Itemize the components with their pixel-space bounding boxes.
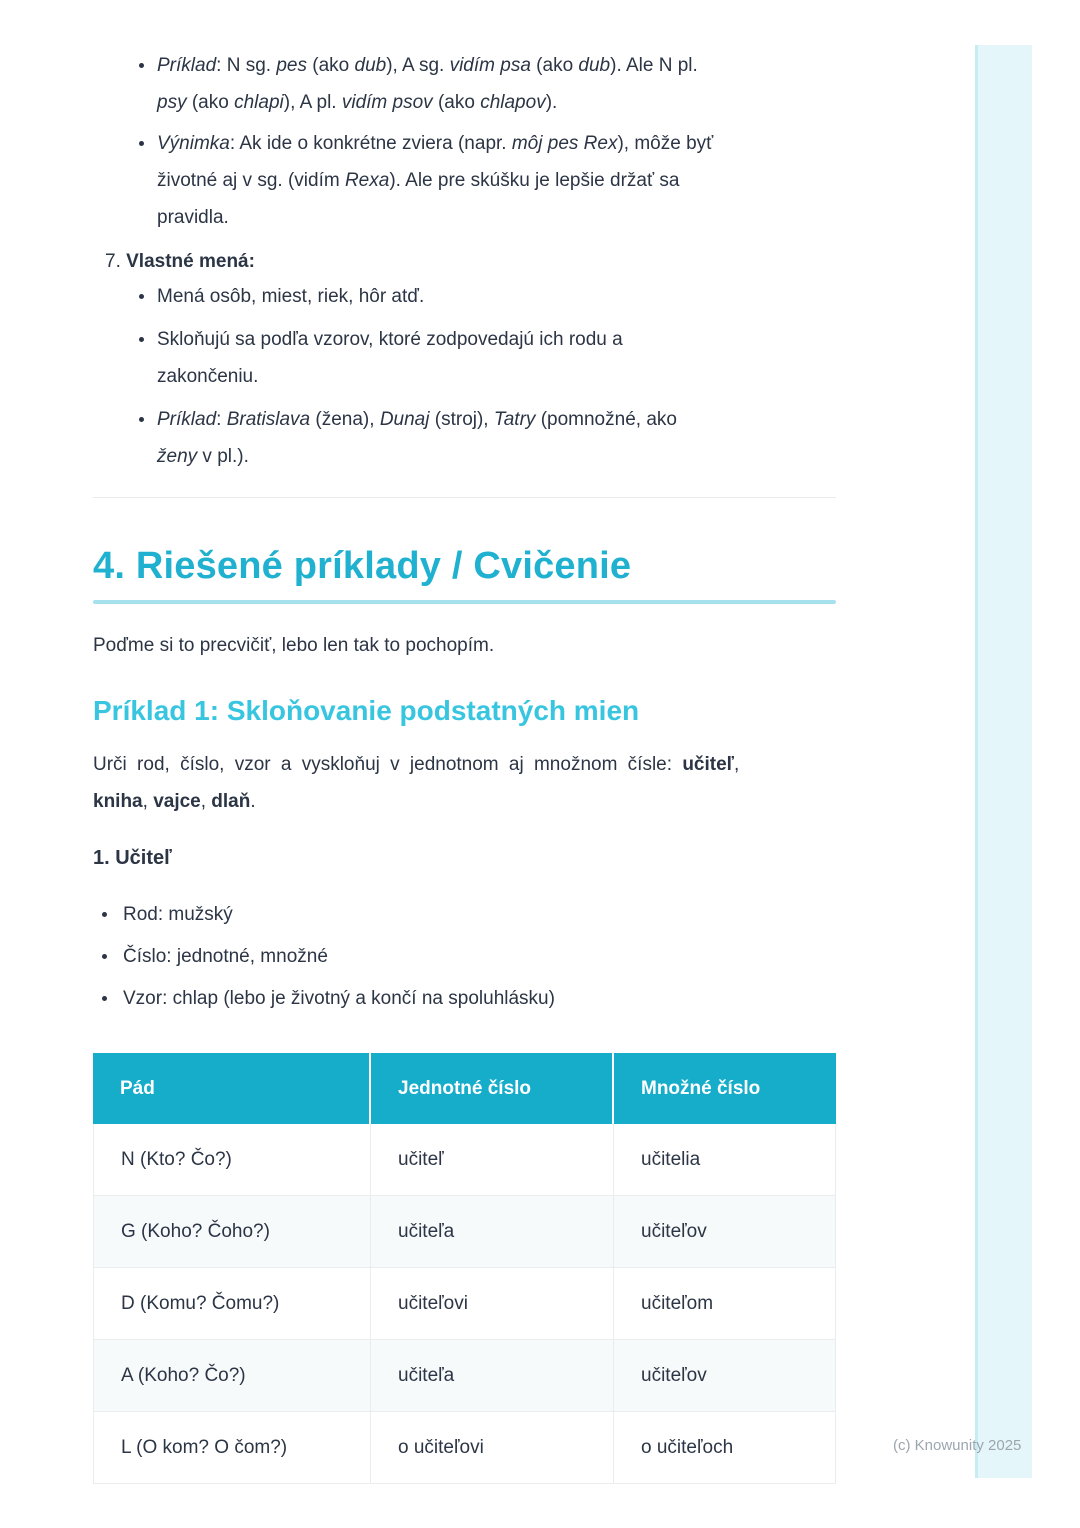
list-item xyxy=(93,401,836,475)
list-item xyxy=(93,47,836,121)
numbered-point-heading: 7. Vlastné mená: xyxy=(105,251,255,272)
column-header-case: Pád xyxy=(93,1053,371,1124)
cell-singular: učiteľovi xyxy=(371,1268,614,1340)
cell-case: D (Komu? Čomu?) xyxy=(93,1268,371,1340)
column-header-plural: Množné číslo xyxy=(614,1053,836,1124)
list-item-text: Príklad: N sg. pes (ako dub), A sg. vidím psa (ako dub). Ale N pl. psy (ako chlapi), A pl. vidím psov (ako chlapov). xyxy=(157,55,698,113)
page-accent-bar xyxy=(975,45,1032,1478)
cell-plural: učitelia xyxy=(614,1124,836,1196)
cell-case: L (O kom? O čom?) xyxy=(93,1412,371,1484)
column-header-singular: Jednotné číslo xyxy=(371,1053,614,1124)
list-item xyxy=(93,321,836,395)
cell-plural: o učiteľoch xyxy=(614,1412,836,1484)
table-row xyxy=(93,1340,836,1412)
task-text: Urči rod, číslo, vzor a vyskloňuj v jednotnom aj množnom čísle: učiteľ, kniha, vajce, dlaň. xyxy=(93,754,740,812)
word-heading: 1. Učiteľ xyxy=(93,847,172,869)
list-item xyxy=(93,125,836,236)
page-content xyxy=(93,0,836,1528)
example-exception-list xyxy=(93,47,836,240)
section-intro-text: Poďme si to precvičiť, lebo len tak to pochopím. xyxy=(93,635,495,656)
section-divider xyxy=(93,497,836,498)
cell-plural: učiteľom xyxy=(614,1268,836,1340)
table-header xyxy=(93,1053,836,1124)
cell-singular: učiteľ xyxy=(371,1124,614,1196)
list-item xyxy=(93,938,836,975)
cell-case: N (Kto? Čo?) xyxy=(93,1124,371,1196)
list-item-text: Príklad: Bratislava (žena), Dunaj (stroj), Tatry (pomnožné, ako ženy v pl.). xyxy=(157,409,677,467)
cell-plural: učiteľov xyxy=(614,1340,836,1412)
cell-singular: o učiteľovi xyxy=(371,1412,614,1484)
table-row xyxy=(93,1124,836,1196)
section-title: 4. Riešené príklady / Cvičenie xyxy=(93,545,632,587)
list-item-text: Skloňujú sa podľa vzorov, ktoré zodpovedajú ich rodu a zakončeniu. xyxy=(157,329,623,387)
list-item-text: Číslo: jednotné, množné xyxy=(123,946,328,967)
cell-case: A (Koho? Čo?) xyxy=(93,1340,371,1412)
list-item-text: Rod: mužský xyxy=(123,904,233,925)
cell-case: G (Koho? Čoho?) xyxy=(93,1196,371,1268)
cell-plural: učiteľov xyxy=(614,1196,836,1268)
table-row xyxy=(93,1412,836,1484)
cell-singular: učiteľa xyxy=(371,1340,614,1412)
table-row xyxy=(93,1268,836,1340)
section-title-underline xyxy=(93,600,836,604)
list-item-text: Výnimka: Ak ide o konkrétne zviera (napr. môj pes Rex), môže byť životné aj v sg. (vidím Rexa). Ale pre skúšku je lepšie držať sa pravidla. xyxy=(157,133,714,228)
cell-singular: učiteľa xyxy=(371,1196,614,1268)
list-item xyxy=(93,896,836,933)
list-item-text: Vzor: chlap (lebo je životný a končí na spoluhlásku) xyxy=(123,988,555,1009)
example-title: Príklad 1: Skloňovanie podstatných mien xyxy=(93,695,640,726)
list-item xyxy=(93,980,836,1017)
copyright-note: (c) Knowunity 2025 xyxy=(893,1437,1022,1454)
table-body xyxy=(93,1124,836,1484)
proper-nouns-list xyxy=(93,278,836,481)
list-item-text: Mená osôb, miest, riek, hôr atď. xyxy=(157,286,425,307)
list-item xyxy=(93,278,836,315)
declension-table xyxy=(93,1053,836,1484)
word-properties-list xyxy=(93,896,836,1022)
table-row xyxy=(93,1196,836,1268)
